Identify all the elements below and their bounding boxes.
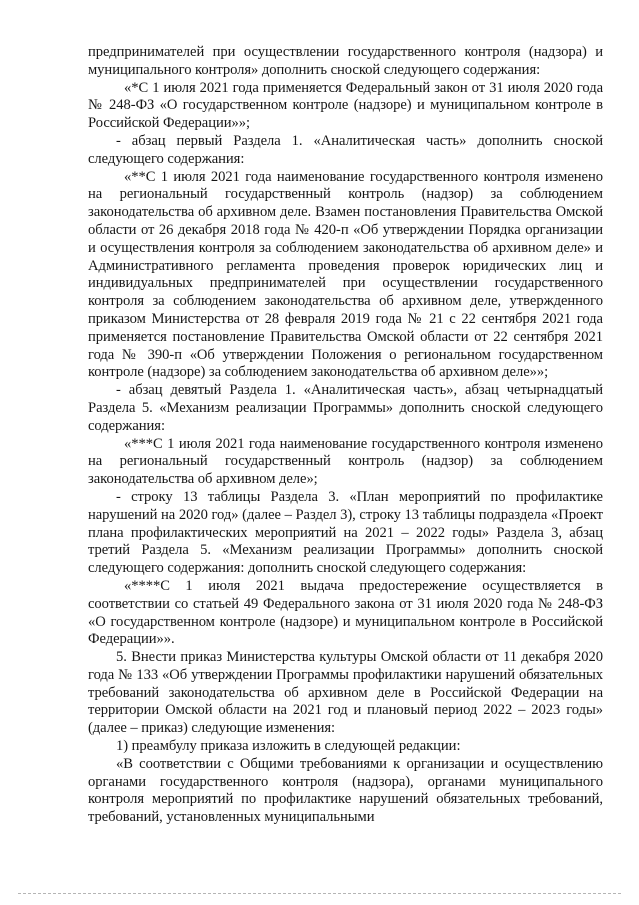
paragraph-section1-ninth: - абзац девятый Раздела 1. «Аналитическая часть», абзац четырнадцатый Раздела 5. «Механизм реализации Программы» дополнить сноской следующего содержания: xyxy=(88,382,603,434)
paragraph-table-row13: - строку 13 таблицы Раздела 3. «План мероприятий по профилактике нарушений на 2020 год» (далее – Раздел 3), строку 13 таблицы подраздела «Проект плана профилактических мероприятий на 2021 – 2022 годы» Раздела 3, абзац третий Раздела 5. «Механизм реализации Программы» дополнить сноской следующего содержания: дополнить сноской следующего содержания: xyxy=(88,488,603,577)
paragraph-item-5: 5. Внести приказ Министерства культуры Омской области от 11 декабря 2020 года № 133 «Об утверждении Программы профилактики нарушений обязательных требований законодательства об архивном деле в Российской Федерации на территории Омской области на 2021 год и плановый период 2022 – 2023 годы» (далее – приказ) следующие изменения: xyxy=(88,649,603,737)
paragraph-preamble-text: «В соответствии с Общими требованиями к организации и осуществлению органами государственного контроля (надзора), органами муниципального контроля мероприятий по профилактике нарушений обязательных требований, требований, установленных муниципальными xyxy=(88,755,603,826)
document-body xyxy=(88,44,603,827)
paragraph-preamble-instruction: 1) преамбулу приказа изложить в следующей редакции: xyxy=(116,738,461,755)
paragraph-footnote-3: «***С 1 июля 2021 года наименование государственного контроля изменено на региональный государственный контроль (надзор) за соблюдением законодательства об архивном деле»; xyxy=(88,435,603,488)
paragraph-footnote-2: «**С 1 июля 2021 года наименование государственного контроля изменено на региональный государственный контроль (надзор) за соблюдением законодательства об архивном деле. Взамен постановления Правительства Омской области от 26 декабря 2018 года № 420-п «Об утверждении Порядка организации и осуществления контроля за соблюдением законодательства об архивном деле» и Административного регламента проведения проверок юридических лиц и индивидуальных предпринимателей при осуществлении государственного контроля за соблюдением законодательства об архивном деле, утвержденного приказом Министерства от 28 февраля 2019 года № 21 с 22 сентября 2021 года применяется постановление Правительства Омской области от 22 сентября 2021 года № 390-п «Об утверждении Положения о региональном государственном контроле (надзоре) за соблюдением законодательства об архивном деле»»; xyxy=(88,168,603,381)
paragraph-section1-first: - абзац первый Раздела 1. «Аналитическая часть» дополнить сноской следующего содержания: xyxy=(88,132,603,167)
paragraph-footnote-4: «****С 1 июля 2021 выдача предостережение осуществляется в соответствии со статьей 49 Федерального закона от 31 июля 2020 года № 248-ФЗ «О государственном контроле (надзоре) и муниципальном контроле в Российской Федерации»». xyxy=(88,577,603,648)
paragraph-footnote-1: «*С 1 июля 2021 года применяется Федеральный закон от 31 июля 2020 года № 248-ФЗ «О государственном контроле (надзоре) и муниципальном контроле в Российской Федерации»»; xyxy=(88,79,603,132)
page-bottom-rule xyxy=(18,893,621,894)
paragraph-continuation: предпринимателей при осуществлении государственного контроля (надзора) и муниципального контроля» дополнить сноской следующего содержания: xyxy=(88,44,603,78)
